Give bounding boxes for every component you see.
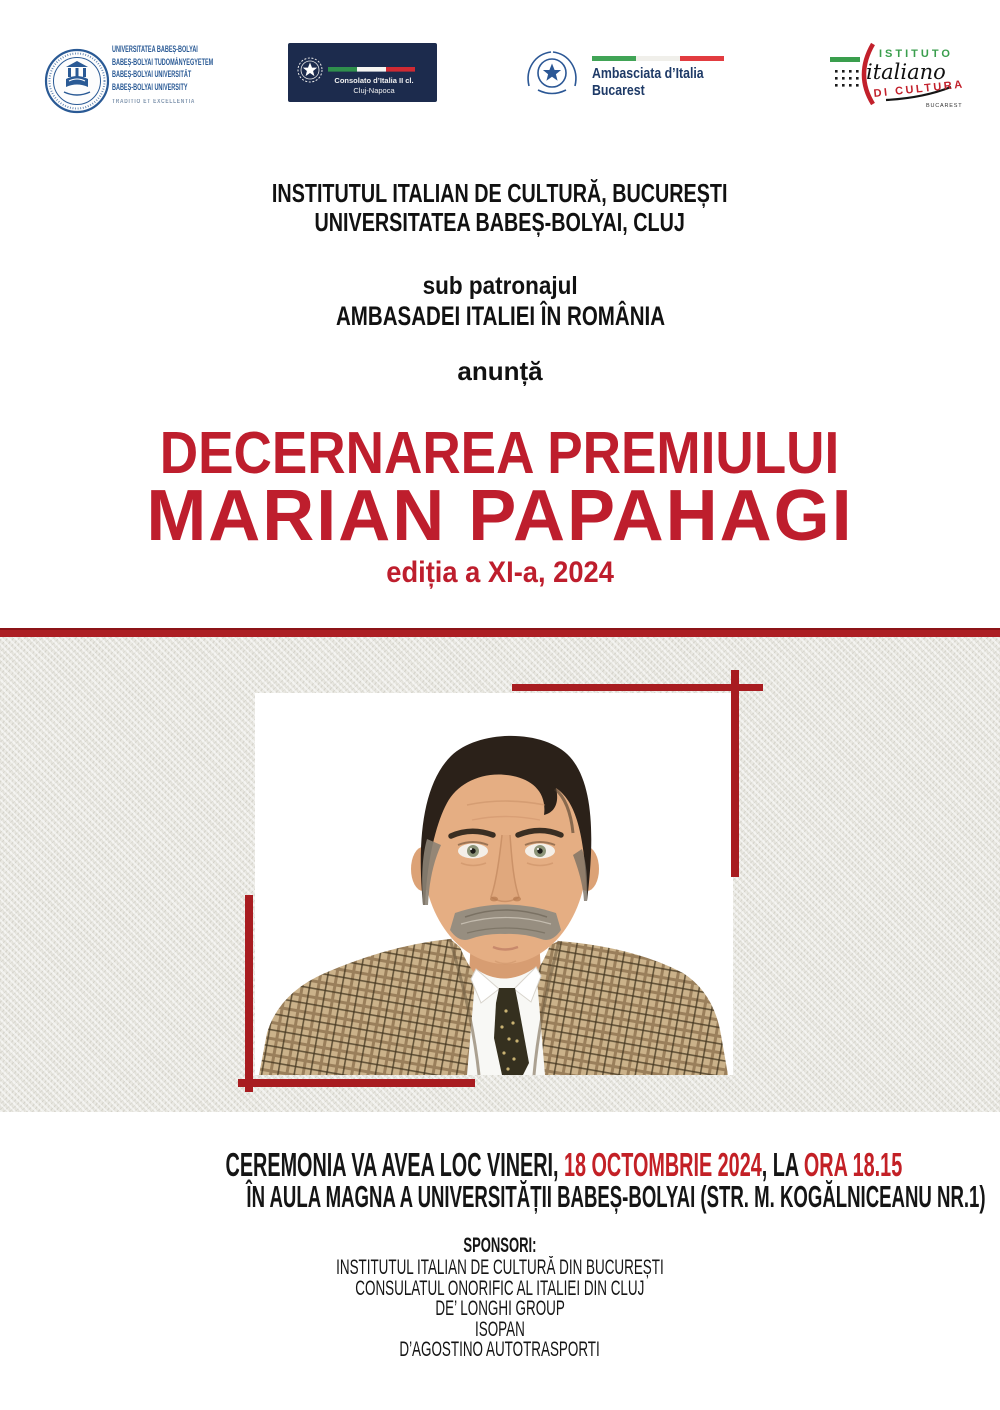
patronage-intro: sub patronajul xyxy=(422,272,578,300)
ubb-line: UNIVERSITATEA BABEȘ-BOLYAI xyxy=(112,44,198,55)
sponsors-heading: SPONSORI: xyxy=(463,1234,537,1257)
organizers xyxy=(0,179,1000,237)
title-line-1: DECERNAREA PREMIULUI xyxy=(160,420,840,486)
organizer-line-2: UNIVERSITATEA BABEȘ-BOLYAI, CLUJ xyxy=(314,207,686,237)
consulate-text xyxy=(322,76,426,96)
sponsor-item: DE’ LONGHI GROUP xyxy=(435,1297,565,1320)
ubb-motto: TRADITIO ET EXCELLENTIA xyxy=(112,99,196,106)
ubb-logo-text xyxy=(112,44,287,109)
embassy-name: Ambasciata d’Italia xyxy=(592,66,704,82)
ceremony-text-2: , LA xyxy=(761,1146,804,1183)
ubb-seal-icon xyxy=(44,46,110,116)
sponsor-item: D’AGOSTINO AUTOTRASPORTI xyxy=(399,1338,601,1361)
sponsor-item: CONSULATUL ONORIFIC AL ITALIEI DIN CLUJ xyxy=(355,1276,645,1300)
photo-frame-right-line xyxy=(731,670,739,877)
embassy-text xyxy=(592,66,723,99)
title-line-2: MARIAN PAPAHAGI xyxy=(146,476,854,556)
photo-frame-left-line xyxy=(245,895,253,1092)
institute-green-bar xyxy=(830,57,860,62)
institute-dots xyxy=(835,70,859,87)
ceremony-info xyxy=(0,1146,1000,1214)
institute-word-italiano: italiano xyxy=(866,60,946,84)
photo-frame-top-line xyxy=(512,684,763,691)
patronage-name: AMBASADEI ITALIEI ÎN ROMÂNIA xyxy=(335,301,665,331)
portrait-photo xyxy=(255,693,733,1075)
institute-word-bucarest: BUCAREST xyxy=(926,103,962,109)
red-divider-rule xyxy=(0,628,1000,637)
ceremony-date: 18 OCTOMBRIE 2024 xyxy=(564,1146,762,1183)
ubb-line: BABEȘ-BOLYAI UNIVERSITY xyxy=(112,81,188,93)
patronage xyxy=(0,271,1000,331)
photo-frame-bottom-line xyxy=(238,1079,475,1087)
title-block xyxy=(0,420,1000,594)
ceremony-line-1 xyxy=(225,1146,903,1183)
textured-band xyxy=(0,637,1000,1112)
ceremony-time: ORA 18.15 xyxy=(803,1146,903,1183)
institute-logo xyxy=(828,36,962,114)
embassy-city: Bucarest xyxy=(592,82,645,99)
consulate-name: Consolato d’Italia II cl. xyxy=(334,76,414,85)
consulate-city: Cluj-Napoca xyxy=(353,86,395,95)
institute-word-istituto: ISTITUTO xyxy=(879,48,953,60)
ceremony-text-1: CEREMONIA VA AVEA LOC VINERI, xyxy=(225,1146,565,1183)
consulate-logo xyxy=(288,43,437,102)
sponsors xyxy=(0,1234,1000,1361)
ubb-line: BABEȘ-BOLYAI UNIVERSITÄT xyxy=(112,69,192,81)
title-edition: ediția a XI-a, 2024 xyxy=(386,556,614,589)
sponsor-item: ISOPAN xyxy=(475,1317,525,1341)
ceremony-line-2: ÎN AULA MAGNA A UNIVERSITĂȚII BABEȘ-BOLYAI (STR. M. KOGĂLNICEANU NR.1) xyxy=(246,1179,986,1214)
ubb-line: BABEȘ-BOLYAI TUDOMÁNYEGYETEM xyxy=(112,56,214,68)
announce-word: anunță xyxy=(457,356,543,386)
institute-word-di-cultura: DI CULTURA xyxy=(873,78,962,100)
organizer-line-1: INSTITUTUL ITALIAN DE CULTURĂ, BUCUREȘTI xyxy=(272,178,728,208)
sponsor-item: INSTITUTUL ITALIAN DE CULTURĂ DIN BUCUREȘTI xyxy=(336,1256,664,1279)
